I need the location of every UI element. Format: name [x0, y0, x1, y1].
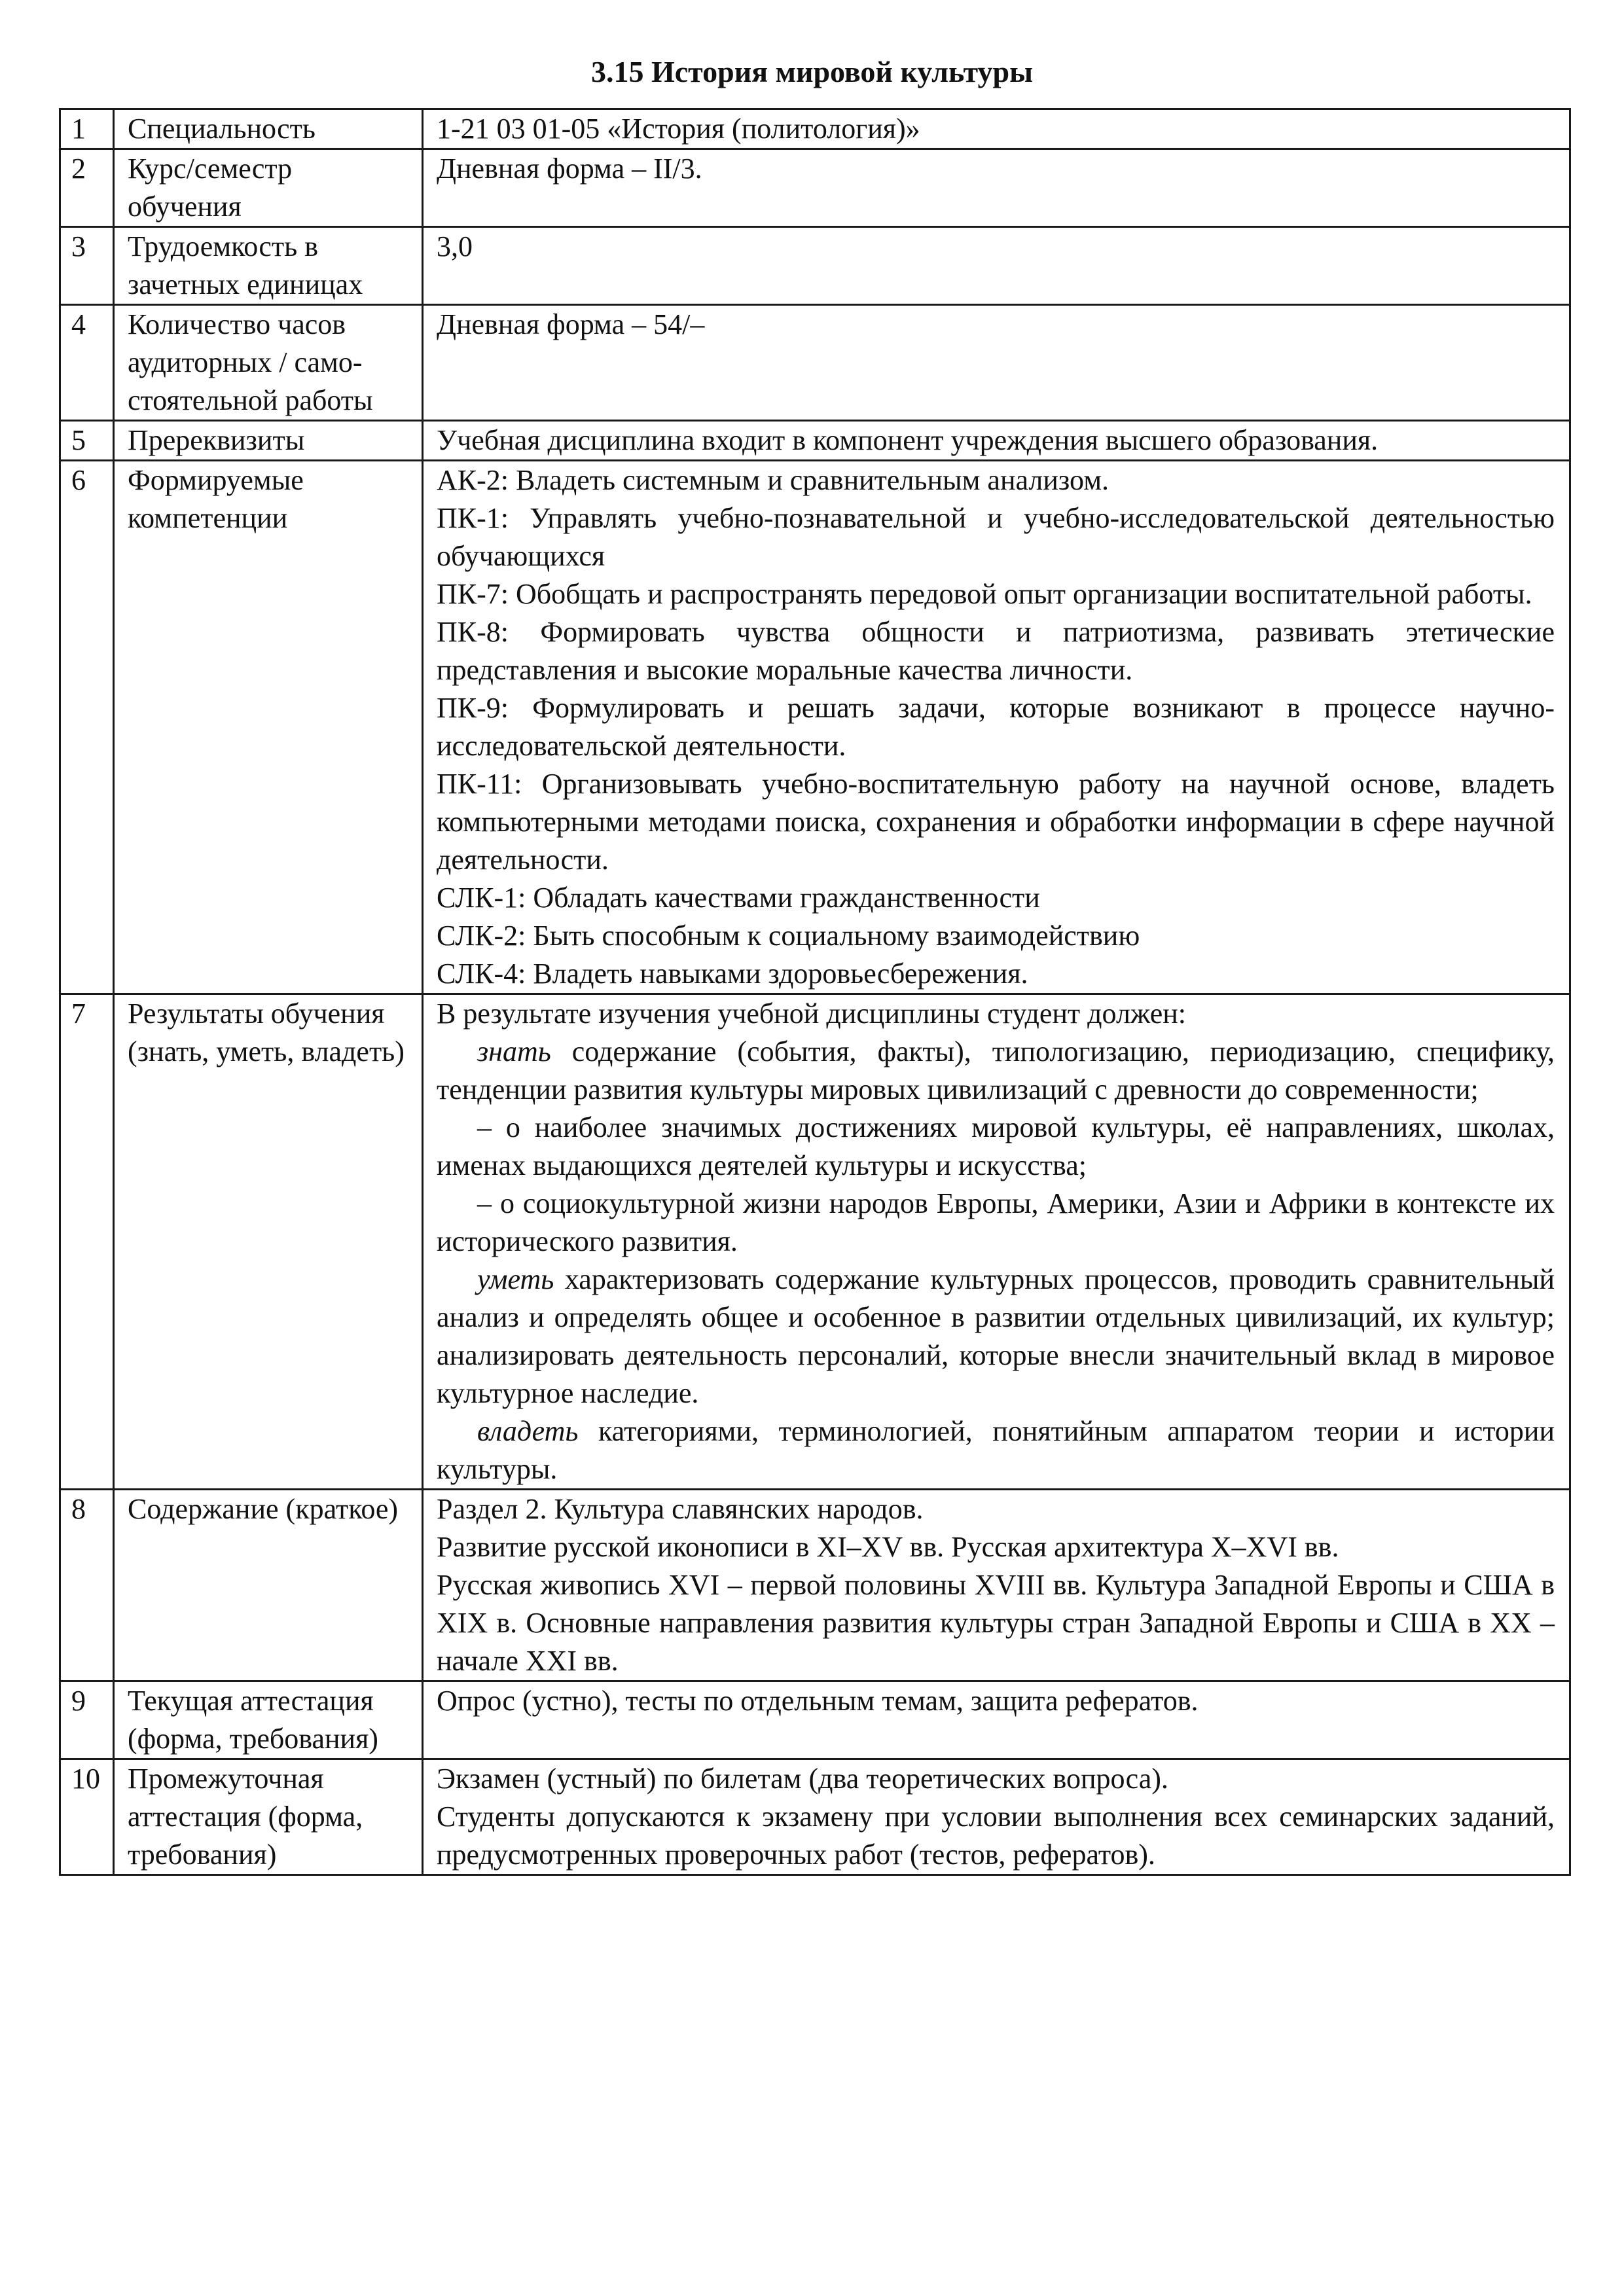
outcome-know-item: – о социокультурной жизни народов Европы, Америки, Азии и Африки в контексте их исторического развития. — [437, 1187, 1555, 1257]
row-content — [423, 1759, 1570, 1875]
content-paragraph: Дневная форма – 54/– — [437, 308, 705, 340]
table-row — [60, 109, 1570, 149]
row-label: Количество часов аудиторных / само-стоятельной работы — [114, 305, 423, 421]
content-paragraph: Опрос (устно), тесты по отдельным темам, защита рефератов. — [437, 1685, 1199, 1717]
table-row — [60, 1759, 1570, 1875]
row-content — [423, 305, 1570, 421]
row-content — [423, 994, 1570, 1490]
content-paragraph: 1-21 03 01-05 «История (политология)» — [437, 113, 920, 145]
row-label: Промежуточная аттестация (форма, требования) — [114, 1759, 423, 1875]
row-label: Результаты обучения (знать, уметь, владеть) — [114, 994, 423, 1490]
outcome-master — [437, 1412, 1555, 1488]
row-number: 3 — [60, 227, 114, 305]
syllabus-table — [59, 108, 1571, 1876]
table-row — [60, 305, 1570, 421]
table-row — [60, 461, 1570, 994]
document-title: 3.15 История мировой культуры — [590, 55, 1034, 88]
outcome-term: владеть — [477, 1415, 579, 1447]
row-label: Содержание (краткое) — [114, 1490, 423, 1681]
content-paragraph: Русская живопись XVI – первой половины XVIII вв. Культура Западной Европы и США в XIX в. Основные направления развития культуры стран Западной Европы и США в XX – начале XXI вв. — [437, 1569, 1555, 1677]
row-number: 6 — [60, 461, 114, 994]
competence-item: СЛК-4: Владеть навыками здоровьесбережения. — [437, 958, 1028, 990]
row-label: Трудоемкость в зачетных единицах — [114, 227, 423, 305]
content-paragraph: Дневная форма – II/3. — [437, 152, 702, 185]
competence-item: СЛК-2: Быть способным к социальному взаимодействию — [437, 920, 1140, 952]
table-row — [60, 1490, 1570, 1681]
outcome-can — [437, 1261, 1555, 1412]
table-row — [60, 149, 1570, 227]
row-label: Пререквизиты — [114, 421, 423, 461]
content-paragraph: 3,0 — [437, 230, 473, 262]
outcome-text: категориями, терминологией, понятийным аппаратом теории и истории культуры. — [437, 1415, 1555, 1485]
content-paragraph: Экзамен (устный) по билетам (два теоретических вопроса). — [437, 1763, 1168, 1795]
content-paragraph: Развитие русской иконописи в XI–XV вв. Русская архитектура X–XVI вв. — [437, 1531, 1339, 1563]
row-number: 10 — [60, 1759, 114, 1875]
competence-item: СЛК-1: Обладать качествами гражданственности — [437, 882, 1040, 914]
row-label: Курс/семестр обучения — [114, 149, 423, 227]
row-number: 8 — [60, 1490, 114, 1681]
row-label: Текущая аттестация (форма, требования) — [114, 1681, 423, 1759]
content-paragraph: Учебная дисциплина входит в компонент учреждения высшего образования. — [437, 424, 1379, 456]
row-content — [423, 461, 1570, 994]
outcome-term: уметь — [477, 1263, 554, 1295]
row-content — [423, 1681, 1570, 1759]
row-number: 7 — [60, 994, 114, 1490]
row-content — [423, 1490, 1570, 1681]
row-label: Формируемые компетенции — [114, 461, 423, 994]
table-row — [60, 227, 1570, 305]
row-number: 4 — [60, 305, 114, 421]
competence-item: ПК-11: Организовывать учебно-воспитательную работу на научной основе, владеть компьютерными методами поиска, сохранения и обработки информации в сфере научной деятельности. — [437, 768, 1555, 876]
competence-item: ПК-1: Управлять учебно-познавательной и учебно-исследовательской деятельностью обучающихся — [437, 502, 1555, 572]
competence-item: ПК-9: Формулировать и решать задачи, которые возникают в процессе научно-исследовательской деятельности. — [437, 692, 1555, 762]
outcome-text: содержание (события, факты), типологизацию, периодизацию, специфику, тенденции развития культуры мировых цивилизаций с древности до современности; — [437, 1035, 1555, 1105]
table-row — [60, 994, 1570, 1490]
competence-item: ПК-7: Обобщать и распространять передовой опыт организации воспитательной работы. — [437, 578, 1532, 610]
row-content — [423, 109, 1570, 149]
row-content — [423, 227, 1570, 305]
competence-item: ПК-8: Формировать чувства общности и патриотизма, развивать этетические представления и высокие моральные качества личности. — [437, 616, 1555, 686]
competence-item: АК-2: Владеть системным и сравнительным анализом. — [437, 464, 1110, 496]
outcome-term: знать — [477, 1035, 551, 1067]
outcome-know-item: – о наиболее значимых достижениях мировой культуры, её направлениях, школах, именах выдающихся деятелей культуры и искусства; — [437, 1111, 1555, 1181]
table-row — [60, 1681, 1570, 1759]
row-content — [423, 421, 1570, 461]
row-number: 9 — [60, 1681, 114, 1759]
row-label: Специальность — [114, 109, 423, 149]
row-number: 1 — [60, 109, 114, 149]
content-paragraph: Студенты допускаются к экзамену при условии выполнения всех семинарских заданий, предусмотренных проверочных работ (тестов, рефератов). — [437, 1801, 1555, 1871]
outcomes-intro: В результате изучения учебной дисциплины студент должен: — [437, 997, 1187, 1030]
outcome-know — [437, 1033, 1555, 1109]
content-paragraph: Раздел 2. Культура славянских народов. — [437, 1493, 924, 1525]
outcome-text: характеризовать содержание культурных процессов, проводить сравнительный анализ и определять общее и особенное в развитии отдельных цивилизаций, их культур; анализировать деятельность персоналий, которые внесли значительный вклад в мировое культурное наследие. — [437, 1263, 1555, 1409]
row-number: 5 — [60, 421, 114, 461]
row-content — [423, 149, 1570, 227]
row-number: 2 — [60, 149, 114, 227]
table-row — [60, 421, 1570, 461]
